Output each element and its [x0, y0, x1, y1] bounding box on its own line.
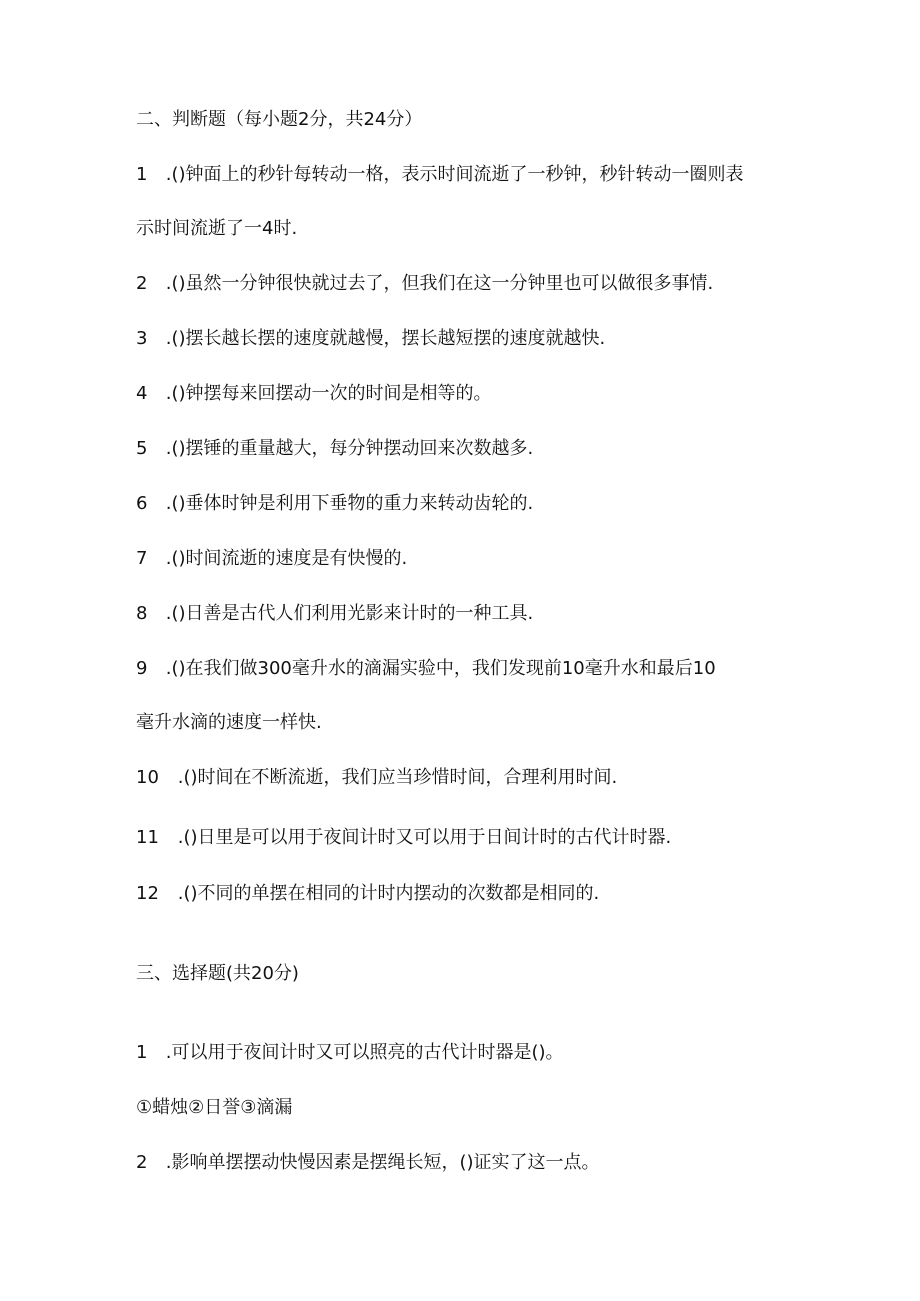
mc-item-2 [136, 1151, 600, 1175]
item-text: .()摆锤的重量越大，每分钟摆动回来次数越多. [165, 438, 534, 459]
item-number: 5 [136, 438, 148, 459]
tf-item-1-cont: 示时间流逝了一4时. [136, 218, 298, 239]
item-number: 7 [136, 548, 148, 569]
item-text: .()日善是古代人们利用光影来计时的一种工具. [165, 603, 534, 624]
tf-item-9 [136, 657, 716, 681]
tf-item-4 [136, 382, 492, 406]
item-number: 10 [136, 767, 159, 788]
item-number: 1 [136, 1042, 148, 1063]
tf-item-1 [136, 163, 744, 187]
tf-item-6 [136, 492, 533, 516]
item-text: .()日里是可以用于夜间计时又可以用于日间计时的古代计时器. [177, 827, 672, 848]
item-number: 1 [136, 164, 148, 185]
item-text: .()垂体时钟是利用下垂物的重力来转动齿轮的. [165, 493, 534, 514]
section3-heading: 三、选择题(共20分) [136, 963, 299, 984]
item-text: .()时间流逝的速度是有快慢的. [165, 548, 408, 569]
item-number: 6 [136, 493, 148, 514]
tf-item-2 [136, 272, 713, 296]
item-number: 11 [136, 827, 159, 848]
item-text: .()钟摆每来回摆动一次的时间是相等的。 [165, 383, 492, 404]
item-number: 12 [136, 883, 159, 904]
item-text: .()钟面上的秒针每转动一格，表示时间流逝了一秒钟，秒针转动一圈则表 [165, 164, 744, 185]
item-text: .影响单摆摆动快慢因素是摆绳长短，()证实了这一点。 [165, 1152, 600, 1173]
mc-item-1-options: ①蜡烛②日誉③滴漏 [136, 1097, 293, 1118]
tf-item-11 [136, 826, 671, 850]
item-text: .()时间在不断流逝，我们应当珍惜时间，合理利用时间. [177, 767, 618, 788]
tf-item-7 [136, 547, 407, 571]
tf-item-12 [136, 882, 599, 906]
tf-item-9-cont: 毫升水滴的速度一样快. [136, 712, 322, 733]
item-number: 4 [136, 383, 148, 404]
item-number: 2 [136, 1152, 148, 1173]
item-text: .可以用于夜间计时又可以照亮的古代计时器是()。 [165, 1042, 564, 1063]
item-number: 9 [136, 658, 148, 679]
item-number: 3 [136, 328, 148, 349]
section2-heading: 二、判断题（每小题2分，共24分） [136, 109, 423, 130]
tf-item-10 [136, 766, 617, 790]
item-text: .()不同的单摆在相同的计时内摆动的次数都是相同的. [177, 883, 600, 904]
item-text: .()虽然一分钟很快就过去了，但我们在这一分钟里也可以做很多事情. [165, 273, 714, 294]
tf-item-8 [136, 602, 533, 626]
tf-item-3 [136, 327, 605, 351]
tf-item-5 [136, 437, 533, 461]
item-number: 8 [136, 603, 148, 624]
item-text: .()摆长越长摆的速度就越慢，摆长越短摆的速度就越快. [165, 328, 606, 349]
item-number: 2 [136, 273, 148, 294]
mc-item-1 [136, 1041, 564, 1065]
item-text: .()在我们做300毫升水的滴漏实验中，我们发现前10毫升水和最后10 [165, 658, 716, 679]
